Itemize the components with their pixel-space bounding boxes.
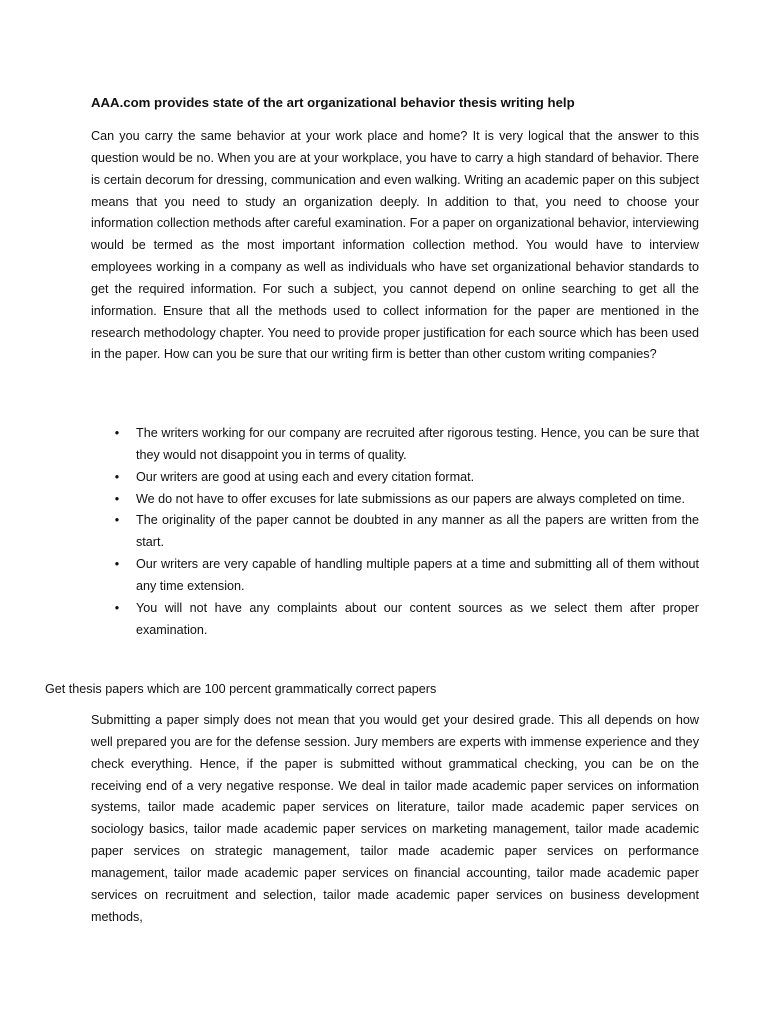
bullet-icon: •	[114, 426, 120, 440]
bullet-list	[91, 423, 699, 641]
bullet-text: We do not have to offer excuses for late submissions as our papers are always completed on time.	[136, 491, 686, 506]
bullet-item	[91, 598, 699, 642]
bullet-item	[91, 489, 699, 511]
bullet-text: The originality of the paper cannot be doubted in any manner as all the papers are written from the start.	[136, 513, 699, 550]
bullet-item	[91, 510, 699, 554]
bullet-icon: •	[114, 513, 120, 528]
bullet-icon: •	[114, 469, 120, 484]
bullet-item	[91, 467, 699, 489]
intro-paragraph: Can you carry the same behavior at your work place and home? It is very logical that the answer to this question would be no. When you are at your workplace, you have to carry a high standard of behavior. There is certain decorum for dressing, communication and even walking. Writing an academic paper on this subject means that you need to study an organization deeply. In addition to that, you need to choose your information collection methods after careful examination. For a paper on organizational behavior, interviewing would be termed as the most important information collection method. You would have to interview employees working in a company as well as individuals who have set organizational behavior standards to get the required information. For such a subject, you cannot depend on online searching to get all the information. Ensure that all the methods used to collect information for the paper are mentioned in the research methodology chapter. You need to provide proper justification for each source which has been used in the paper. How can you be sure that our writing firm is better than other custom writing companies?	[91, 129, 699, 362]
bullet-icon: •	[114, 600, 120, 615]
bullet-text: The writers working for our company are recruited after rigorous testing. Hence, you can be sure that they would not disappoint you in terms of quality.	[136, 426, 699, 462]
bullet-item	[91, 423, 699, 467]
second-paragraph: Submitting a paper simply does not mean that you would get your desired grade. This all depends on how well prepared you are for the defense session. Jury members are experts with immense experience and they check everything. Hence, if the paper is submitted without grammatical checking, you can be on the receiving end of a very negative response. We deal in tailor made academic paper services on information systems, tailor made academic paper services on literature, tailor made academic paper services on sociology basics, tailor made academic paper services on marketing management, tailor made academic paper services on strategic management, tailor made academic paper services on performance management, tailor made academic paper services on financial accounting, tailor made academic paper services on recruitment and selection, tailor made academic paper services on business development methods,	[91, 713, 699, 924]
bullet-text: Our writers are good at using each and every citation format.	[136, 469, 475, 484]
document-title: AAA.com provides state of the art organizational behavior thesis writing help	[91, 95, 575, 110]
bullet-item	[91, 554, 699, 598]
bullet-text: You will not have any complaints about our content sources as we select them after proper examination.	[136, 600, 699, 637]
section-heading: Get thesis papers which are 100 percent grammatically correct papers	[45, 682, 437, 696]
bullet-icon: •	[114, 491, 120, 506]
bullet-icon: •	[114, 557, 120, 572]
bullet-text: Our writers are very capable of handling multiple papers at a time and submitting all of them without any time extension.	[136, 557, 699, 593]
